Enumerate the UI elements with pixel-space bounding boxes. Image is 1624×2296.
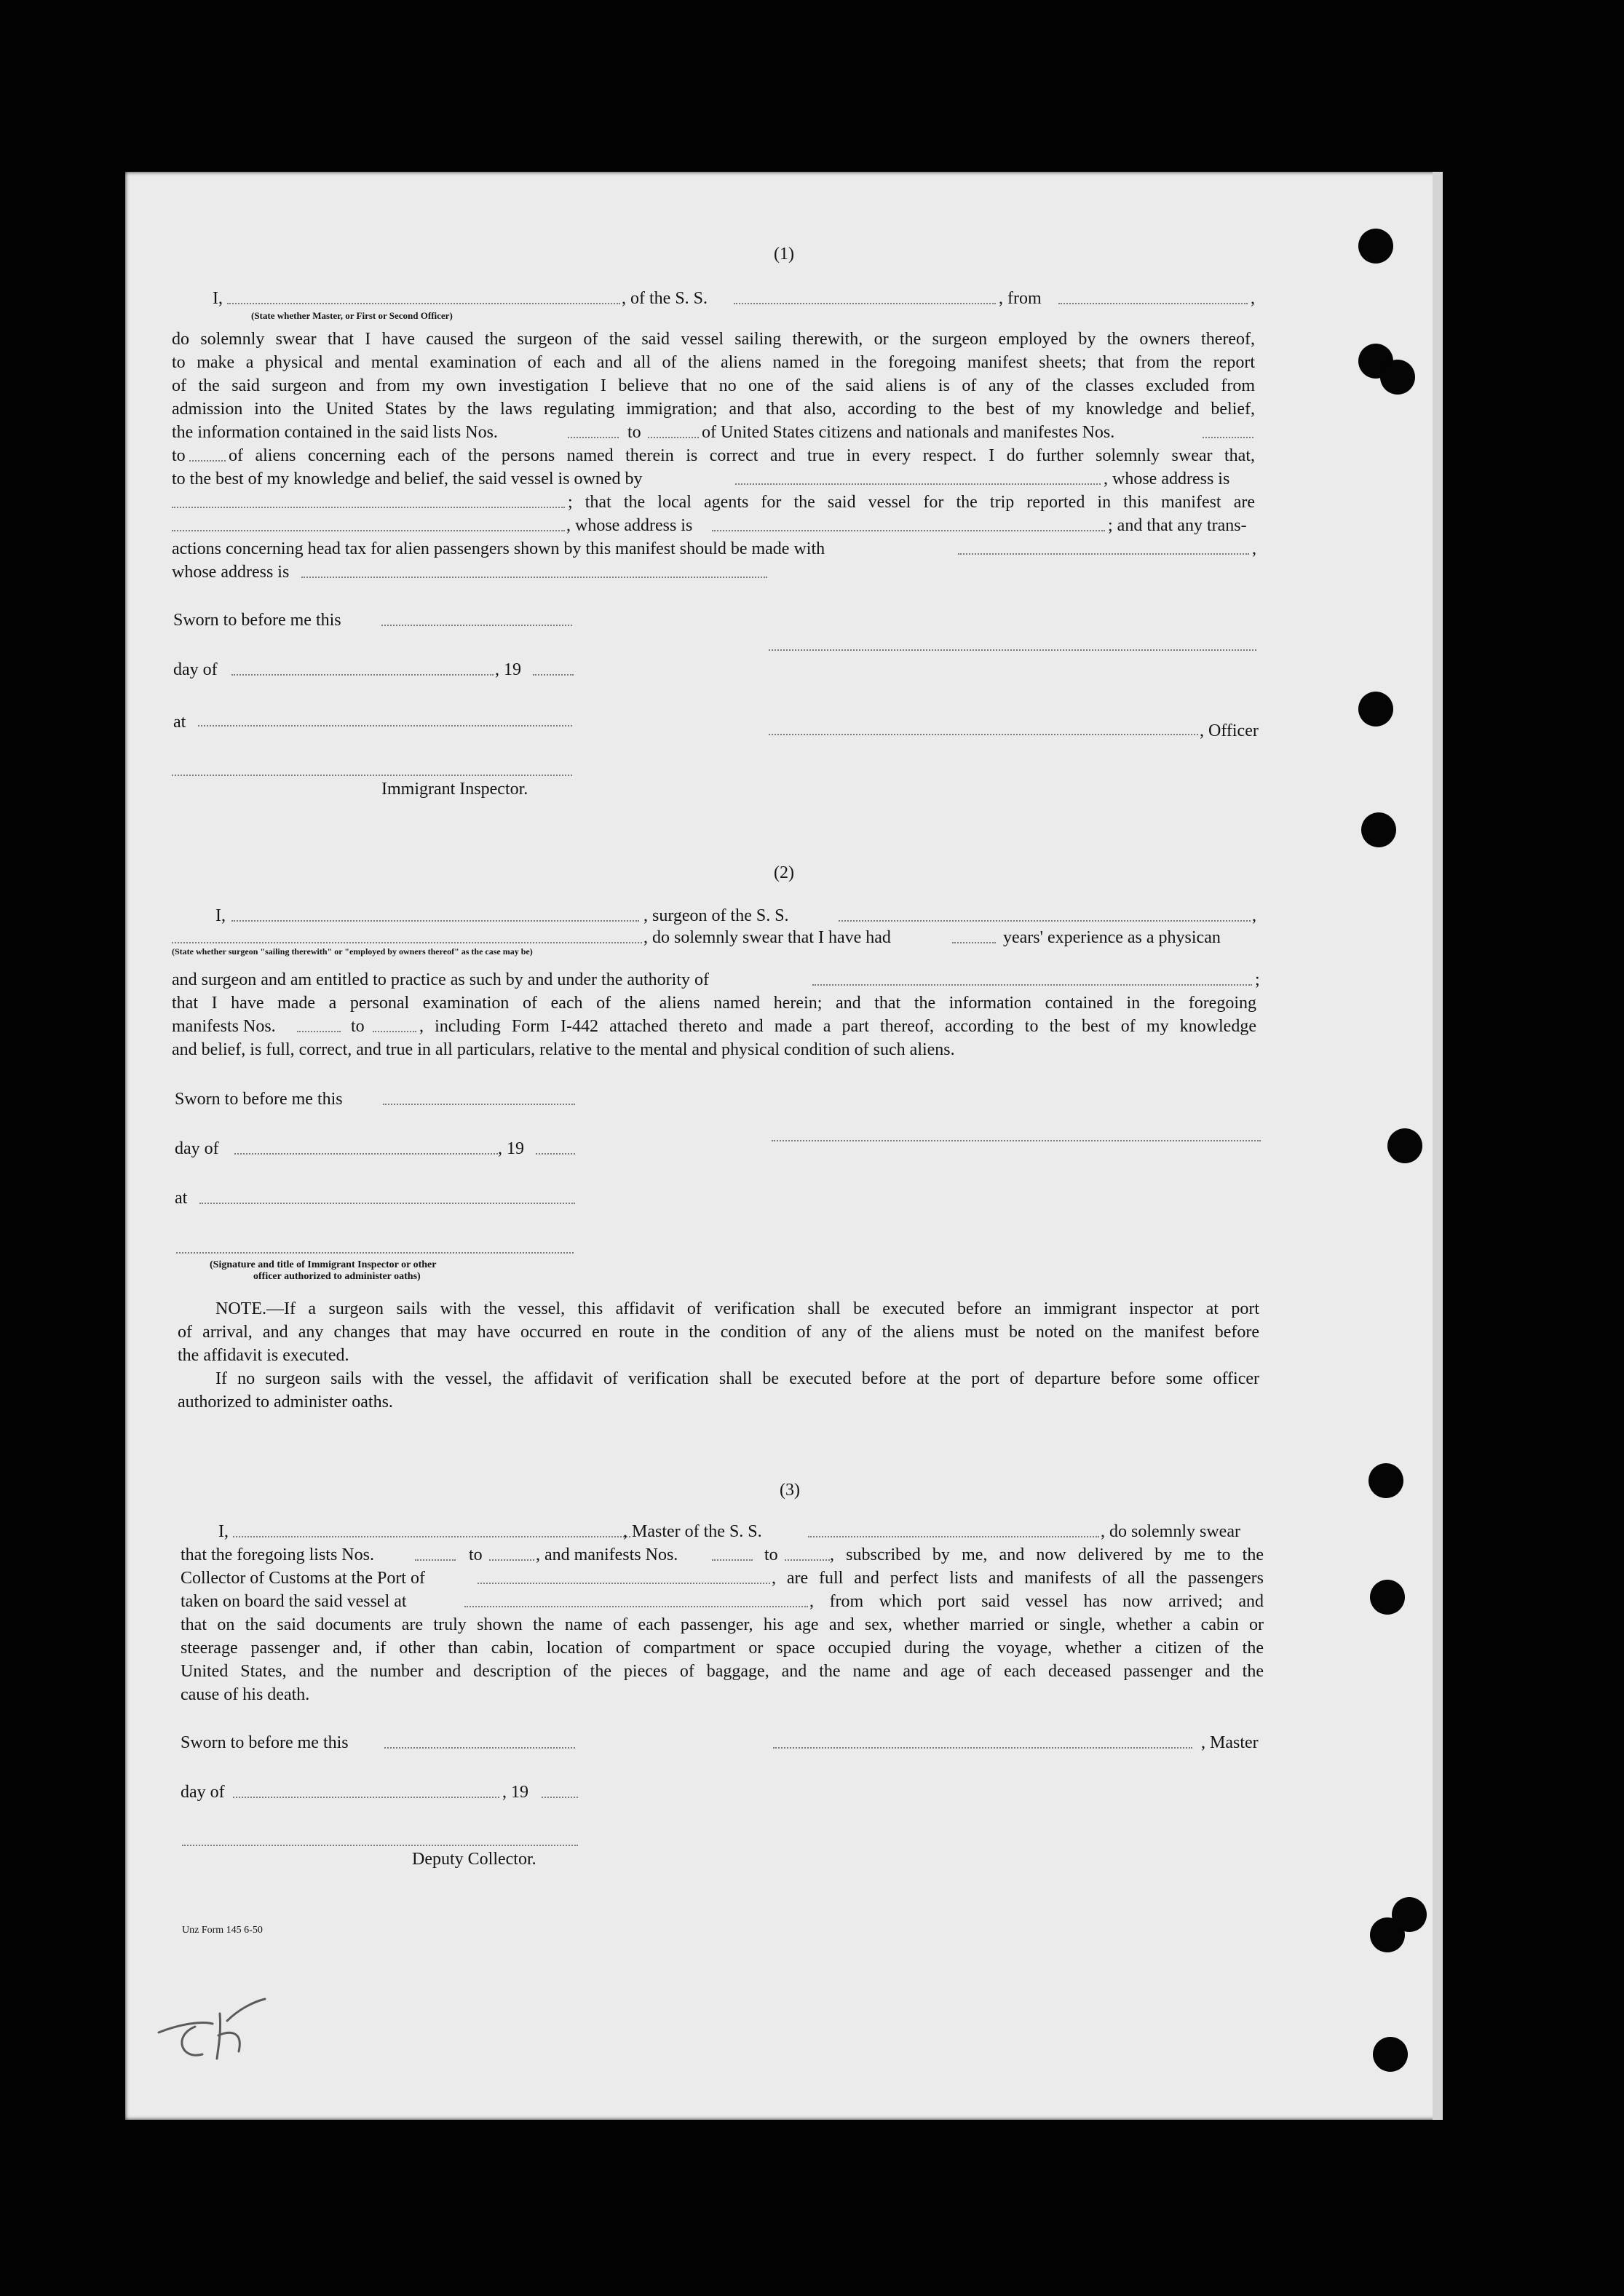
s2-form-i442-line: , including Form I-442 attached thereto and made a part thereof, according to the best of my knowledge [419,1017,1256,1036]
s1-lists-to: to [627,423,641,442]
s3-manifests-to: to [764,1545,778,1564]
s3-taken-on-board-label: taken on board the said vessel at [181,1592,407,1611]
s2-semicolon: ; [1255,970,1260,989]
s1-at-label: at [173,713,186,732]
punch-hole [1380,360,1415,395]
s1-comma-2: , [1252,539,1256,558]
section-2-number: (2) [774,863,794,882]
s2-sworn-label: Sworn to before me this [175,1090,343,1109]
s3-arrived-line: , from which port said vessel has now arrived; and [809,1592,1264,1611]
s2-at-label: at [175,1189,188,1208]
s2-manifests-to: to [351,1017,365,1036]
s1-year-field[interactable] [533,674,574,676]
s2-sig-hint-2: officer authorized to administer oaths) [253,1271,421,1282]
s1-lists-from-field[interactable] [568,437,619,438]
s2-i: I, [215,906,226,925]
s1-owner-address-field[interactable] [172,507,565,508]
s2-surgeon-of-ss: , surgeon of the S. S. [643,906,789,925]
s3-lists-label: that the foregoing lists Nos. [181,1545,374,1564]
s3-vessel-field[interactable] [808,1536,1099,1537]
s1-vessel-field[interactable] [734,303,996,304]
s1-signature-field[interactable] [769,649,1256,651]
s1-sworn-date-field[interactable] [381,625,572,626]
s3-deputy-signature-field[interactable] [182,1845,578,1846]
s2-manifests-to-field[interactable] [373,1031,416,1032]
s1-manifests-to-field[interactable] [189,460,226,462]
s2-place-field[interactable] [199,1203,575,1204]
punch-hole [1370,1580,1405,1615]
s2-sworn-date-field[interactable] [383,1104,575,1105]
section-3-number: (3) [780,1481,800,1500]
punch-hole [1358,692,1393,727]
s3-deputy-label: Deputy Collector. [412,1850,536,1869]
manifest-page [125,172,1443,2120]
s1-i: I, [213,289,223,308]
s1-to-2: to [172,446,186,465]
s3-port-field[interactable] [478,1583,770,1584]
s2-manifests-from-field[interactable] [297,1031,341,1032]
s2-authority-label: and surgeon and am entitled to practice as such by and under the authority of [172,970,709,989]
s2-vessel-field[interactable] [839,920,1251,922]
s2-years-field[interactable] [952,942,996,943]
s2-note2-line-2: authorized to administer oaths. [178,1393,393,1412]
s1-comma: , [1251,289,1255,308]
s3-month-field[interactable] [233,1797,499,1798]
s1-whose-address: whose address is [172,563,290,582]
s1-manifests-label: of United States citizens and nationals and manifestes Nos. [702,423,1115,442]
s1-of-ss: , of the S. S. [622,289,708,308]
s2-month-field[interactable] [234,1153,498,1155]
s1-sworn-label: Sworn to before me this [173,611,341,630]
punch-hole [1387,1128,1422,1163]
s2-manifests-label: manifests Nos. [172,1017,276,1036]
s2-note-line-2: of arrival, and any changes that may have occurred en route in the condition of any of the aliens must be noted on the manifest before [178,1323,1259,1342]
s1-inspector-signature-field[interactable] [172,775,572,776]
punch-hole [1392,1897,1427,1932]
s3-sworn-label: Sworn to before me this [181,1733,349,1752]
s3-manifests-from-field[interactable] [712,1559,753,1561]
s1-year-label: , 19 [495,660,521,679]
s1-owner-address-label: , whose address is [1104,470,1230,488]
s3-embarkation-port-field[interactable] [464,1606,808,1607]
s1-manifests-from-field[interactable] [1203,437,1253,438]
s3-master-name-field[interactable] [233,1536,630,1537]
s1-agents-address-label: , whose address is [566,516,693,535]
s1-agents-address-field[interactable] [712,530,1105,531]
s3-i: I, [218,1522,229,1541]
s2-note2-line-1: If no surgeon sails with the vessel, the affidavit of verification shall be executed before at the port of departure before some officer [215,1369,1259,1388]
s2-surgeon-name-field[interactable] [231,920,639,922]
s2-years-experience: years' experience as a physican [1003,928,1221,947]
s2-year-label: , 19 [498,1139,524,1158]
s3-solemnly-swear: , do solemnly swear [1101,1522,1240,1541]
s1-officer-signature-field[interactable] [769,734,1198,735]
section-1-number: (1) [774,245,794,264]
s1-aliens-line: of aliens concerning each of the persons named therein is correct and true in every respect. I do further solemnly swear that, [229,446,1255,465]
s1-lists-to-field[interactable] [648,437,699,438]
s3-master-label: , Master [1201,1733,1259,1752]
s3-lists-to: to [469,1545,483,1564]
s2-note-line-1: NOTE.—If a surgeon sails with the vessel, this affidavit of verification shall be executed before an immigrant inspector at port [215,1299,1259,1318]
s1-agents-field[interactable] [172,530,565,531]
s3-subscribed-line: , subscribed by me, and now delivered by me to the [830,1545,1264,1564]
s2-examination-line: that I have made a personal examination of each of the aliens named herein; and that the information contained in the foregoing [172,994,1256,1013]
s1-place-field[interactable] [198,725,572,727]
s3-manifests-to-field[interactable] [785,1559,830,1561]
s3-year-label: , 19 [502,1783,528,1802]
s1-head-tax-agent-field[interactable] [958,553,1249,555]
s3-text-line-2: steerage passenger and, if other than cabin, location of compartment or space occupied during the voyage, whether a citizen of the [181,1639,1264,1658]
s1-lists-label: the information contained in the said lists Nos. [172,423,498,442]
s2-day-of-label: day of [175,1139,219,1158]
s2-solemnly-swear: , do solemnly swear that I have had [643,928,891,947]
s1-owned-by-label: to the best of my knowledge and belief, the said vessel is owned by [172,470,643,488]
s3-master-signature-field[interactable] [773,1747,1192,1749]
s3-text-line-1: that on the said documents are truly shown the name of each passenger, his age and sex, whether married or single, whether a cabin or [181,1615,1264,1634]
handwritten-initials [151,1992,282,2072]
s1-text-line-1: do solemnly swear that I have caused the surgeon of the said vessel sailing therewith, or the surgeon employed by the owners thereof, [172,330,1255,349]
s2-note-line-3: the affidavit is executed. [178,1346,349,1365]
s1-officer-label: , Officer [1200,721,1259,740]
s1-day-of-label: day of [173,660,218,679]
s3-year-field[interactable] [542,1797,578,1798]
s1-head-tax-line: actions concerning head tax for alien passengers shown by this manifest should be made with [172,539,825,558]
s3-manifests-label: , and manifests Nos. [536,1545,678,1564]
s3-master-of-ss: , Master of the S. S. [623,1522,762,1541]
s2-sig-hint-1: (Signature and title of Immigrant Inspector or other [210,1259,437,1270]
punch-hole [1358,229,1393,264]
punch-hole [1368,1463,1403,1498]
s1-agents-line: ; that the local agents for the said vessel for the trip reported in this manifest are [568,493,1255,512]
s2-inspector-signature-field[interactable] [176,1252,574,1254]
s2-surgeon-hint: (State whether surgeon "sailing therewith" or "employed by owners thereof" as the case may be) [172,946,533,957]
s3-text-line-3: United States, and the number and description of the pieces of baggage, and the name and age of each deceased passenger and the [181,1662,1264,1681]
s1-transactions-start: ; and that any trans- [1108,516,1247,535]
s3-full-perfect-line: , are full and perfect lists and manifests of all the passengers [772,1569,1264,1588]
s1-officer-hint: (State whether Master, or First or Second Officer) [251,310,453,321]
punch-hole [1373,2037,1408,2072]
s3-collector-label: Collector of Customs at the Port of [181,1569,425,1588]
s2-authority-field[interactable] [812,984,1252,986]
s1-owner-field[interactable] [735,483,1101,485]
s1-text-line-4: admission into the United States by the laws regulating immigration; and that also, according to the best of my knowledge and belief, [172,400,1255,419]
s3-lists-from-field[interactable] [415,1559,456,1561]
s2-signature-field[interactable] [772,1140,1261,1141]
s3-sworn-date-field[interactable] [384,1747,575,1749]
s1-inspector-label: Immigrant Inspector. [381,780,528,799]
s2-belief-line: and belief, is full, correct, and true in all particulars, relative to the mental and physical condition of such aliens. [172,1040,955,1059]
s3-lists-to-field[interactable] [489,1559,534,1561]
s1-text-line-3: of the said surgeon and from my own investigation I believe that no one of the said aliens is of any of the classes excluded from [172,376,1255,395]
form-number: Unz Form 145 6-50 [182,1925,263,1936]
s1-officer-title-field[interactable] [227,303,620,304]
s1-from: , from [999,289,1042,308]
s2-surgeon-status-field[interactable] [172,942,642,943]
s3-day-of-label: day of [181,1783,225,1802]
s1-month-field[interactable] [231,674,494,676]
s3-text-last: cause of his death. [181,1685,310,1704]
s2-year-field[interactable] [536,1153,575,1155]
punch-hole [1361,812,1396,847]
s1-text-line-2: to make a physical and mental examination of each and all of the aliens named in the foregoing manifest sheets; that from the report [172,353,1255,372]
s1-head-tax-address-field[interactable] [301,577,767,578]
s2-comma: , [1252,906,1256,925]
s1-from-port-field[interactable] [1058,303,1248,304]
